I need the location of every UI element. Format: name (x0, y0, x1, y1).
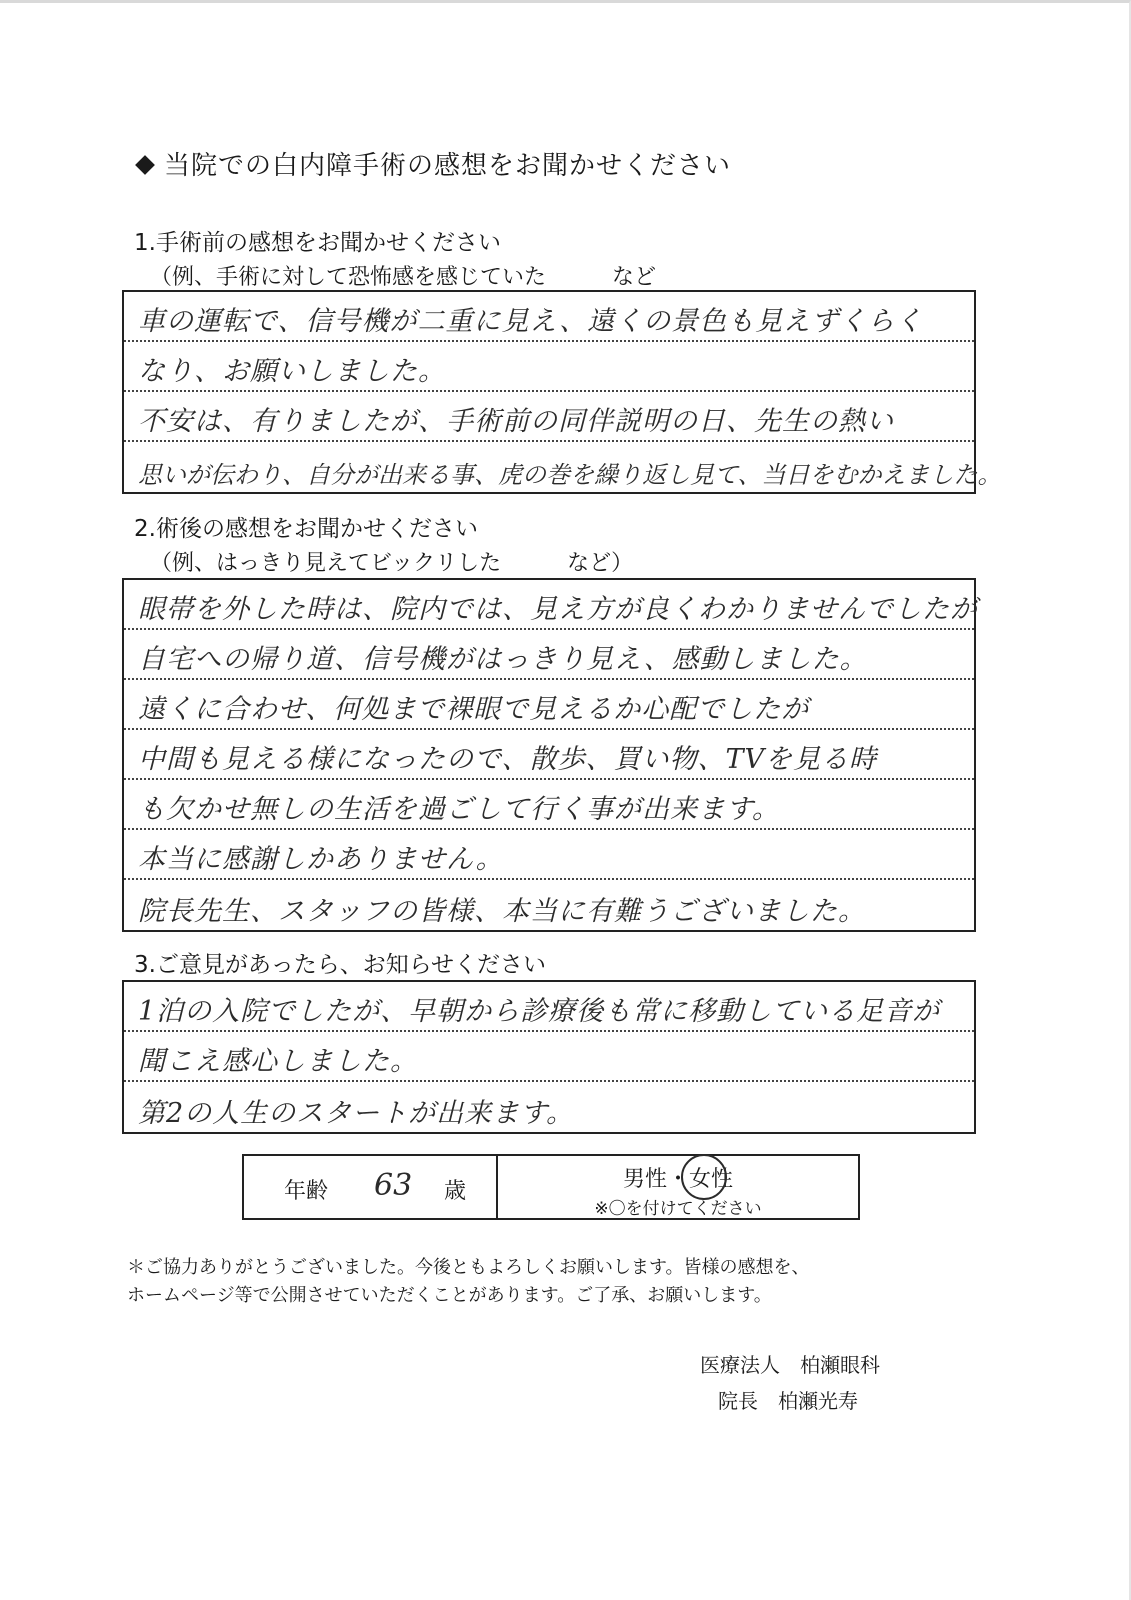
page-title (132, 145, 731, 182)
section-1-example: （例、手術に対して恐怖感を感じていた など (150, 265, 657, 290)
answer-line (124, 1082, 974, 1132)
handwritten-text: 思いが伝わり、自分が出来る事、虎の巻を繰り返し見て、当日をむかえました。 (138, 461, 1002, 489)
age-value: 63 (374, 1168, 413, 1203)
handwritten-text: なり、お願いしました。 (138, 356, 446, 387)
gender-instruction: ※〇を付けてください (594, 1199, 762, 1219)
answer-line (124, 392, 974, 442)
closing-note (127, 1254, 810, 1310)
gender-option-female (689, 1162, 733, 1193)
answer-line (124, 342, 974, 392)
section-2-heading: 2.術後の感想をお聞かせください (134, 516, 478, 542)
age-cell (244, 1156, 498, 1218)
clinic-director: 院長 柏瀬光寿 (718, 1389, 858, 1413)
section-3-heading: 3.ご意見があったら、お知らせください (134, 952, 547, 978)
handwritten-text: 中間も見える様になったので、散歩、買い物、TVを見る時 (138, 744, 877, 775)
gender-option-female-label: 女性 (689, 1167, 734, 1192)
answer-line (124, 630, 974, 680)
handwritten-text: 眼帯を外した時は、院内では、見え方が良くわかりませんでしたが (138, 594, 978, 625)
gender-option-male: 男性 (622, 1167, 667, 1192)
gender-options (498, 1162, 858, 1193)
answer-line (124, 730, 974, 780)
answer-line (124, 880, 974, 930)
answer-line (124, 292, 974, 342)
handwritten-text: 遠くに合わせ、何処まで裸眼で見えるか心配でしたが (138, 694, 810, 725)
clinic-signature (700, 1347, 880, 1419)
closing-line: ＊ご協力ありがとうございました。今後ともよろしくお願いします。皆様の感想を、 (127, 1257, 810, 1278)
handwritten-text: 車の運転で、信号機が二重に見え、遠くの景色も見えずくらく (138, 306, 924, 337)
section-2-example: （例、はっきり見えてビックリした など） (150, 551, 634, 576)
answer-line (124, 982, 974, 1032)
gender-cell (498, 1156, 858, 1218)
handwritten-text: 第2の人生のスタートが出来ます。 (138, 1098, 575, 1129)
handwritten-text: 不安は、有りましたが、手術前の同伴説明の日、先生の熱い (138, 406, 894, 437)
page-title-text: 当院での白内障手術の感想をお聞かせください (164, 151, 732, 181)
section-2-answer-box (122, 578, 976, 932)
closing-line: ホームページ等で公開させていただくことがあります。ご了承、お願いします。 (127, 1285, 772, 1306)
answer-line (124, 680, 974, 730)
answer-line (124, 1032, 974, 1082)
handwritten-text: 自宅への帰り道、信号機がはっきり見え、感動しました。 (138, 644, 868, 675)
handwritten-text: 1泊の入院でしたが、早朝から診療後も常に移動している足音が (138, 996, 941, 1027)
diamond-bullet-icon (135, 155, 155, 175)
age-unit: 歳 (444, 1179, 467, 1204)
handwritten-text: 院長先生、スタッフの皆様、本当に有難うございました。 (138, 896, 866, 927)
clinic-name: 医療法人 柏瀬眼科 (700, 1353, 880, 1377)
handwritten-text: 本当に感謝しかありません。 (138, 844, 504, 875)
answer-line (124, 830, 974, 880)
answer-line (124, 442, 1002, 492)
age-gender-box (242, 1154, 860, 1220)
answer-line (124, 580, 978, 630)
handwritten-text: 聞こえ感心しました。 (138, 1046, 418, 1077)
section-1-answer-box (122, 290, 1002, 494)
section-3-answer-box (122, 980, 976, 1134)
answer-line (124, 780, 974, 830)
age-label: 年齢 (284, 1179, 329, 1204)
gender-separator: ・ (666, 1167, 689, 1192)
handwritten-text: も欠かせ無しの生活を過ごして行く事が出来ます。 (138, 794, 780, 825)
section-1-heading: 1.手術前の感想をお聞かせください (134, 230, 501, 256)
